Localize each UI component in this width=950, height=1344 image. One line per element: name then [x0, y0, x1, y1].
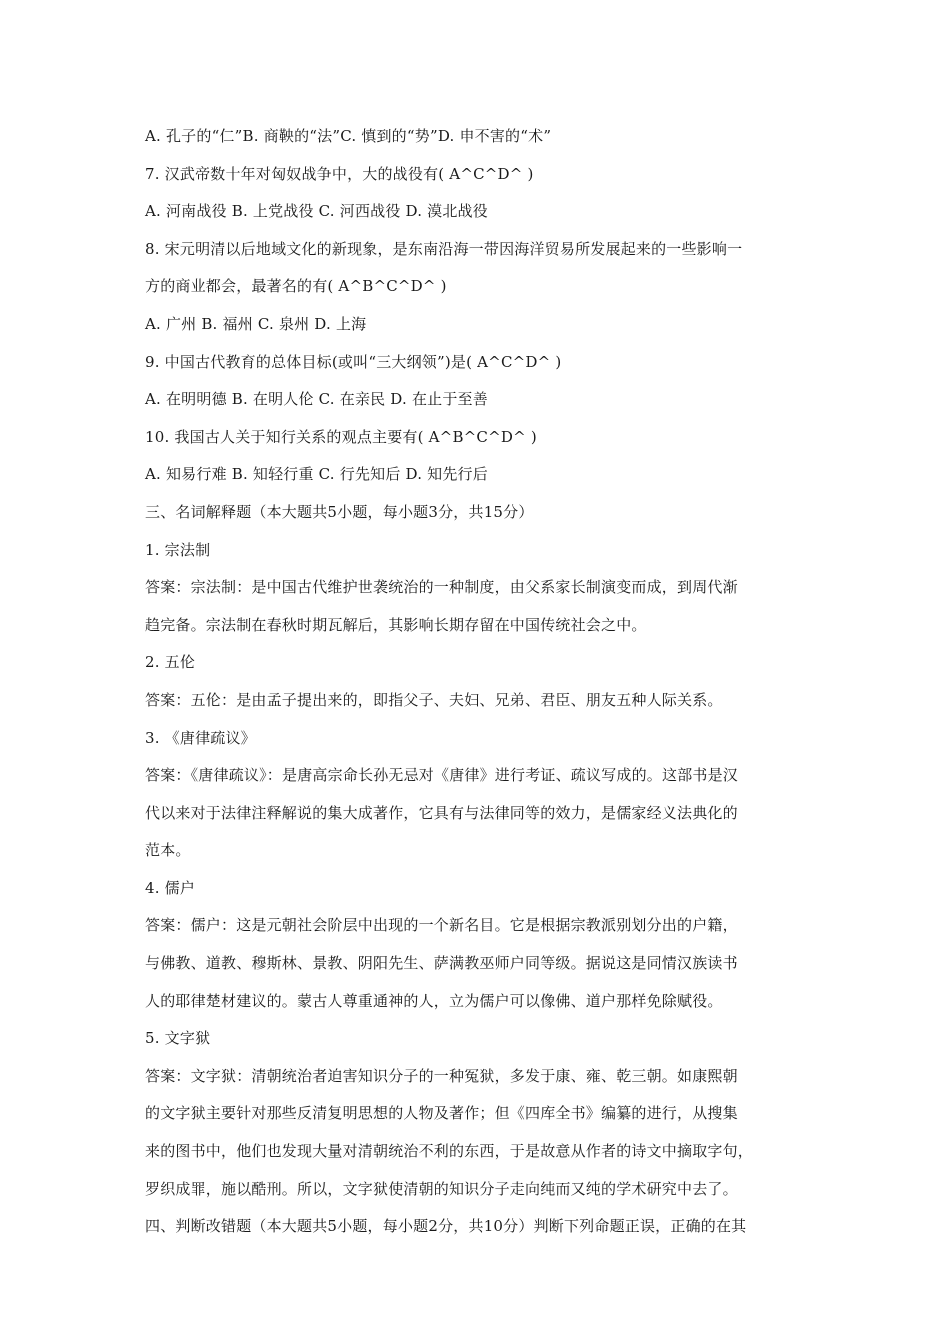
- term-3-answer: 答案：《唐律疏议》：是唐高宗命长孙无忌对《唐律》进行考证、疏议写成的。这部书是汉: [145, 766, 739, 785]
- term-3-title: 3. 《唐律疏议》: [145, 728, 256, 747]
- term-4-answer-cont-2: 人的耶律楚材建议的。蒙古人尊重通神的人，立为儒户可以像佛、道户那样免除赋役。: [145, 991, 723, 1010]
- document-body: [145, 118, 810, 1246]
- section-heading-4: 四、判断改错题（本大题共5小题，每小题2分，共10分）判断下列命题正误，正确的在其: [145, 1217, 747, 1236]
- term-5-answer-cont-3: 罗织成罪，施以酷刑。所以，文字狱使清朝的知识分子走向纯而又纯的学术研究中去了。: [145, 1179, 738, 1198]
- term-5-title: 5. 文字狱: [145, 1029, 211, 1048]
- question-9: 9. 中国古代教育的总体目标(或叫“三大纲领”)是( A^C^D^ ): [145, 352, 562, 371]
- option-line-q9: A. 在明明德 B. 在明人伦 C. 在亲民 D. 在止于至善: [145, 390, 488, 409]
- option-line-q8: A. 广州 B. 福州 C. 泉州 D. 上海: [145, 314, 367, 333]
- term-2-answer: 答案：五伦：是由孟子提出来的，即指父子、夫妇、兄弟、君臣、朋友五种人际关系。: [145, 690, 723, 709]
- term-3-answer-cont-2: 范本。: [145, 841, 191, 860]
- term-4-answer: 答案：儒户：这是元朝社会阶层中出现的一个新名目。它是根据宗教派别划分出的户籍，: [145, 916, 738, 935]
- term-3-answer-cont-1: 代以来对于法律注释解说的集大成著作，它具有与法律同等的效力，是儒家经义法典化的: [145, 803, 738, 822]
- option-line-q7: A. 河南战役 B. 上党战役 C. 河西战役 D. 漠北战役: [145, 202, 488, 221]
- term-1-title: 1. 宗法制: [145, 540, 211, 559]
- question-8: 8. 宋元明清以后地域文化的新现象，是东南沿海一带因海洋贸易所发展起来的一些影响一: [145, 239, 743, 258]
- term-5-answer: 答案：文字狱：清朝统治者迫害知识分子的一种冤狱，多发于康、雍、乾三朝。如康熙朝: [145, 1066, 738, 1085]
- term-1-answer-cont: 趋完备。宗法制在春秋时期瓦解后，其影响长期存留在中国传统社会之中。: [145, 615, 647, 634]
- term-4-title: 4. 儒户: [145, 878, 196, 897]
- term-4-answer-cont-1: 与佛教、道教、穆斯林、景教、阴阳先生、萨满教巫师户同等级。据说这是同情汉族读书: [145, 954, 738, 973]
- term-5-answer-cont-2: 来的图书中，他们也发现大量对清朝统治不利的东西，于是故意从作者的诗文中摘取字句，: [145, 1142, 754, 1161]
- term-5-answer-cont-1: 的文字狱主要针对那些反清复明思想的人物及著作；但《四库全书》编纂的进行，从搜集: [145, 1104, 738, 1123]
- question-10: 10. 我国古人关于知行关系的观点主要有( A^B^C^D^ ): [145, 427, 537, 446]
- term-1-answer: 答案：宗法制：是中国古代维护世袭统治的一种制度，由父系家长制演变而成，到周代渐: [145, 578, 738, 597]
- question-8-cont: 方的商业都会，最著名的有( A^B^C^D^ ): [145, 277, 447, 296]
- section-heading-3: 三、名词解释题（本大题共5小题，每小题3分，共15分）: [145, 502, 534, 521]
- term-2-title: 2. 五伦: [145, 653, 196, 672]
- option-line-q6: A. 孔子的“仁”B. 商鞅的“法”C. 慎到的“势”D. 申不害的“术”: [145, 127, 552, 145]
- option-line-q10: A. 知易行难 B. 知轻行重 C. 行先知后 D. 知先行后: [145, 465, 488, 484]
- question-7: 7. 汉武帝数十年对匈奴战争中，大的战役有( A^C^D^ ): [145, 164, 534, 183]
